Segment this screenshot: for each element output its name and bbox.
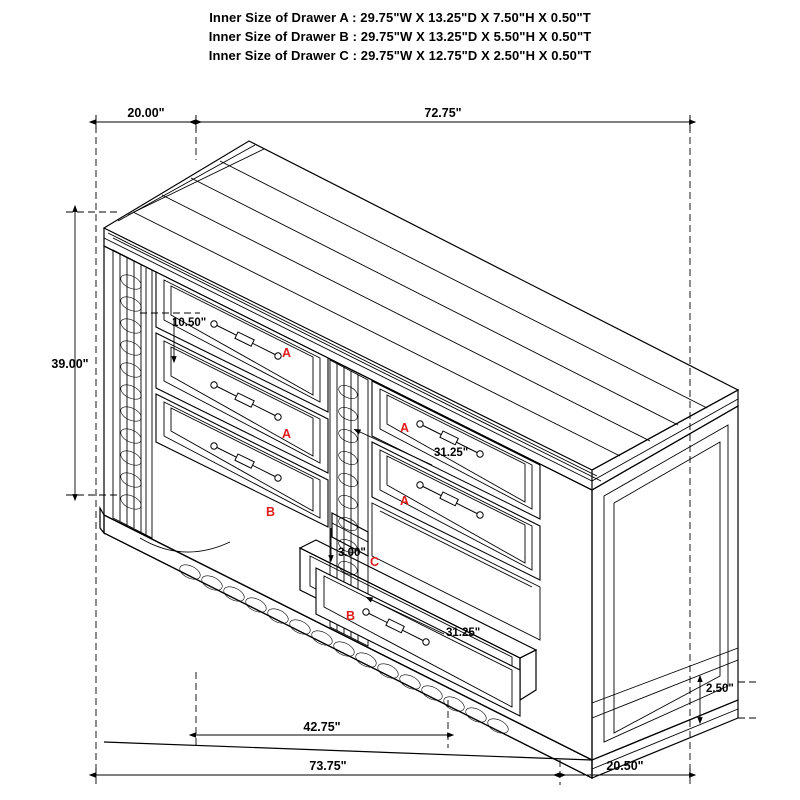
dim-drawer-c-height: 3.00" [338,547,366,559]
drawer-label-a1: A [282,346,292,360]
dim-overall-width: 73.75" [309,759,347,773]
dimension-lines-bottom [96,672,690,785]
dim-depth-top: 20.00" [127,106,165,120]
drawer-b-open[interactable] [300,540,536,716]
dim-height-left: 39.00" [51,357,89,371]
callout-3-00 [331,528,366,559]
dim-base-height: 2.50" [706,683,734,695]
dim-drawer-a-height: 10.50" [172,317,207,329]
right-drawer-bank [372,381,540,640]
drawer-label-a2: A [282,427,292,441]
left-column [113,250,152,538]
drawer-label-b1: B [266,505,276,519]
spec-line-drawer-a: Inner Size of Drawer A : 29.75"W X 13.25"D X 7.50"H X 0.50"T [209,10,591,25]
dim-right-drawer-width-upper: 31.25" [434,447,469,459]
drawer-label-a3: A [400,421,410,435]
drawer-label-b2: B [346,609,356,623]
dimension-height-left [51,212,120,495]
spec-line-drawer-b: Inner Size of Drawer B : 29.75"W X 13.25"D X 5.50"H X 0.50"T [208,29,592,44]
left-drawer-bank [156,272,328,527]
spec-line-drawer-c: Inner Size of Drawer C : 29.75"W X 12.75"D X 2.50"H X 0.50"T [208,48,592,63]
drawer-label-a4: A [400,494,410,508]
dim-overall-depth: 20.50" [606,759,644,773]
drawer-label-c: C [370,555,380,569]
dim-width-top: 72.75" [424,106,462,120]
dim-bottom-drawer-width: 42.75" [303,720,341,734]
dim-right-drawer-width-lower: 31.25" [446,627,481,639]
right-side-panel [592,406,738,760]
